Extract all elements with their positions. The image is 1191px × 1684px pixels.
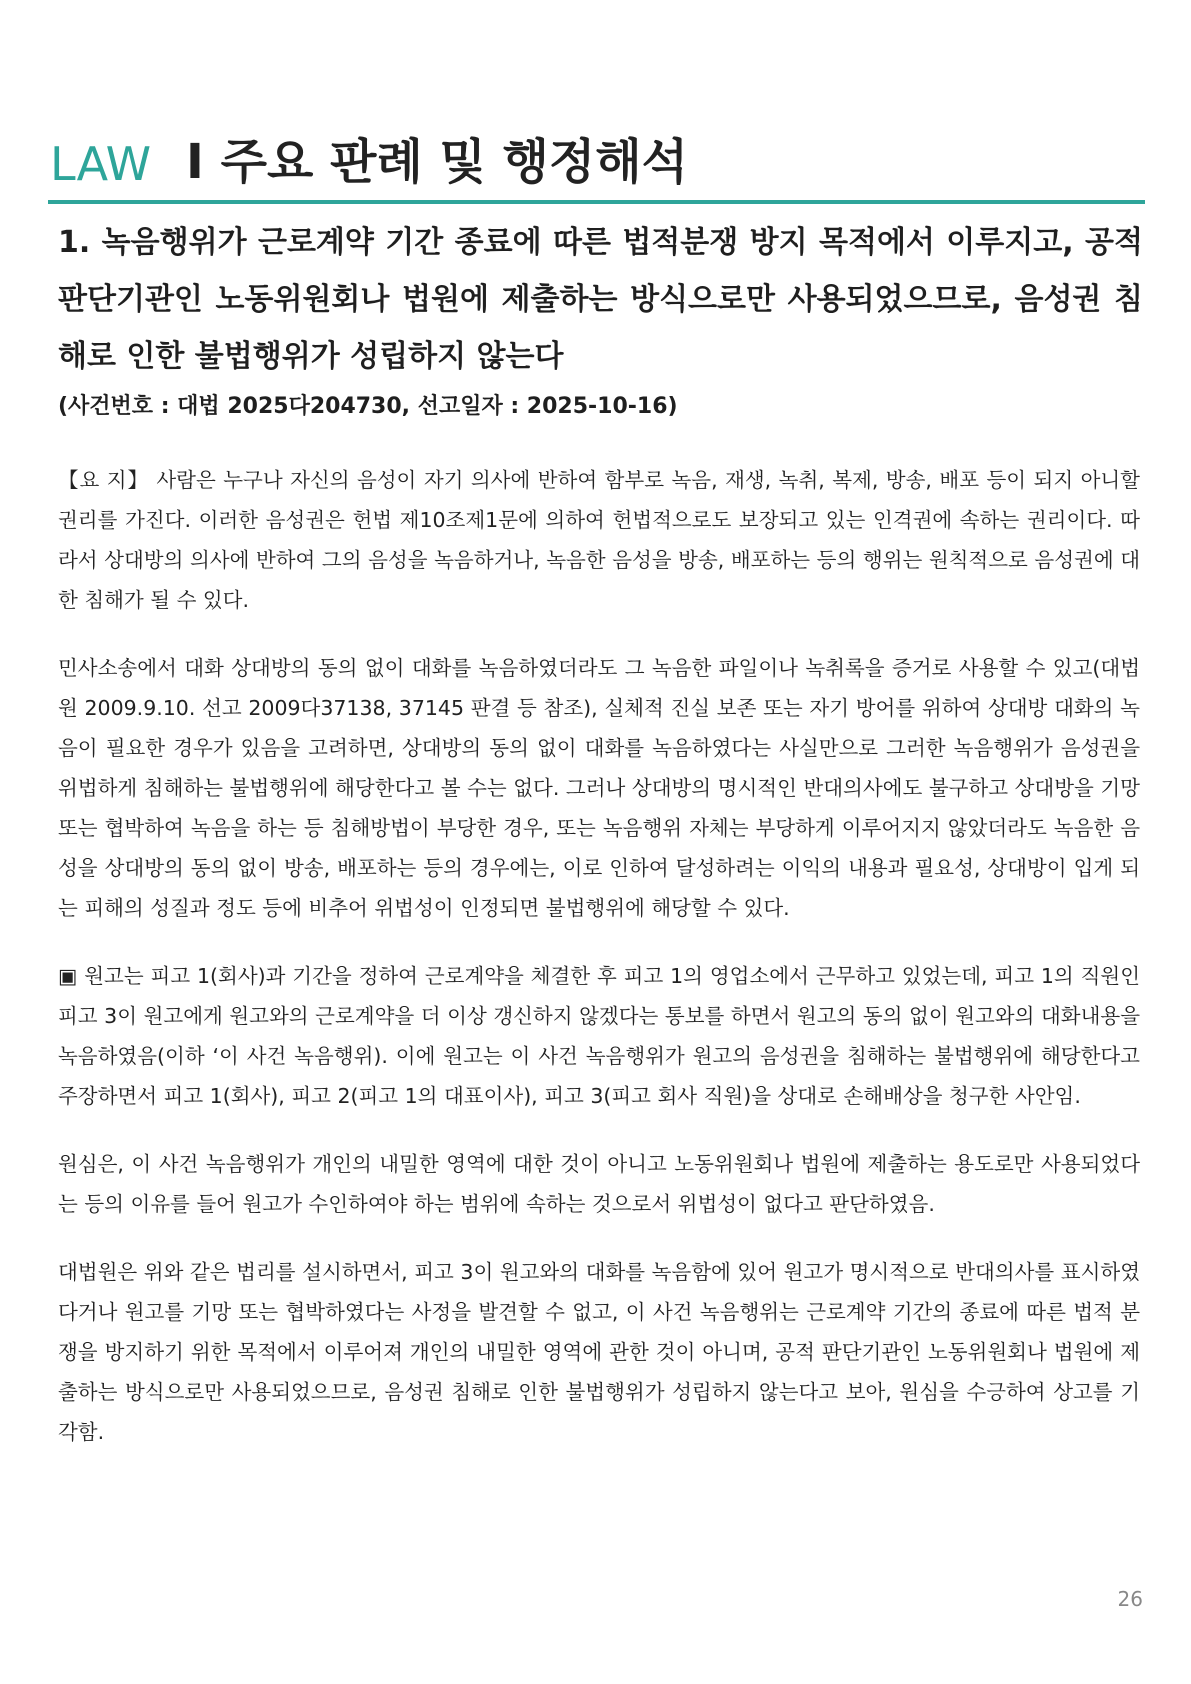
section-title: Ⅰ 주요 판례 및 행정해석: [186, 134, 689, 190]
summary-paragraph: 【요 지】 사람은 누구나 자신의 음성이 자기 의사에 반하여 함부로 녹음, 재생, 녹취, 복제, 방송, 배포 등이 되지 아니할 권리를 가진다. 이러한 음성권은 헌법 제10조제1문에 의하여 헌법적으로도 보장되고 있는 인격권에 속하는 권리이다. 따라서 상대방의 의사에 반하여 그의 음성을 녹음하거나, 녹음한 음성을 방송, 배포하는 등의 행위는 원칙적으로 음성권에 대한 침해가 될 수 있다.: [58, 468, 1140, 612]
section-tag: LAW: [50, 137, 152, 191]
case-body: [58, 460, 1140, 1480]
body-paragraph: 대법원은 위와 같은 법리를 설시하면서, 피고 3이 원고와의 대화를 녹음함에 있어 원고가 명시적으로 반대의사를 표시하였다거나 원고를 기망 또는 협박하였다는 사정을 발견할 수 없고, 이 사건 녹음행위는 근로계약 기간의 종료에 따른 법적 분쟁을 방지하기 위한 목적에서 이루어져 개인의 내밀한 영역에 관한 것이 아니며, 공적 판단기관인 노동위원회나 법원에 제출하는 방식으로만 사용되었으므로, 음성권 침해로 인한 불법행위가 성립하지 않는다고 보아, 원심을 수긍하여 상고를 기각함.: [58, 1260, 1140, 1444]
page-number: 26: [1117, 1587, 1143, 1611]
header-divider: [48, 200, 1145, 204]
case-title: 1. 녹음행위가 근로계약 기간 종료에 따른 법적분쟁 방지 목적에서 이루지고, 공적 판단기관인 노동위원회나 법원에 제출하는 방식으로만 사용되었으므로, 음성권 침해로 인한 불법행위가 성립하지 않는다: [58, 225, 1143, 374]
section-header: [50, 128, 1145, 198]
body-paragraph: 민사소송에서 대화 상대방의 동의 없이 대화를 녹음하였더라도 그 녹음한 파일이나 녹취록을 증거로 사용할 수 있고(대법원 2009.9.10. 선고 2009다37138, 37145 판결 등 참조), 실체적 진실 보존 또는 자기 방어를 위하여 상대방 대화의 녹음이 필요한 경우가 있음을 고려하면, 상대방의 동의 없이 대화를 녹음하였다는 사실만으로 그러한 녹음행위가 음성권을 위법하게 침해하는 불법행위에 해당한다고 볼 수는 없다. 그러나 상대방의 명시적인 반대의사에도 불구하고 상대방을 기망 또는 협박하여 녹음을 하는 등 침해방법이 부당한 경우, 또는 녹음행위 자체는 부당하게 이루어지지 않았더라도 녹음한 음성을 상대방의 동의 없이 방송, 배포하는 등의 경우에는, 이로 인하여 달성하려는 이익의 내용과 필요성, 상대방이 입게 되는 피해의 성질과 정도 등에 비추어 위법성이 인정되면 불법행위에 해당할 수 있다.: [58, 656, 1140, 920]
body-paragraph: 원심은, 이 사건 녹음행위가 개인의 내밀한 영역에 대한 것이 아니고 노동위원회나 법원에 제출하는 용도로만 사용되었다는 등의 이유를 들어 원고가 수인하여야 하는 범위에 속하는 것으로서 위법성이 없다고 판단하였음.: [58, 1152, 1140, 1216]
body-paragraph: ▣ 원고는 피고 1(회사)과 기간을 정하여 근로계약을 체결한 후 피고 1의 영업소에서 근무하고 있었는데, 피고 1의 직원인 피고 3이 원고에게 원고와의 근로계약을 더 이상 갱신하지 않겠다는 통보를 하면서 원고의 동의 없이 원고와의 대화내용을 녹음하였음(이하 ‘이 사건 녹음행위). 이에 원고는 이 사건 녹음행위가 원고의 음성권을 침해하는 불법행위에 해당한다고 주장하면서 피고 1(회사), 피고 2(피고 1의 대표이사), 피고 3(피고 회사 직원)을 상대로 손해배상을 청구한 사안임.: [58, 964, 1140, 1108]
case-meta: (사건번호 : 대법 2025다204730, 선고일자 : 2025-10-16): [58, 394, 678, 419]
